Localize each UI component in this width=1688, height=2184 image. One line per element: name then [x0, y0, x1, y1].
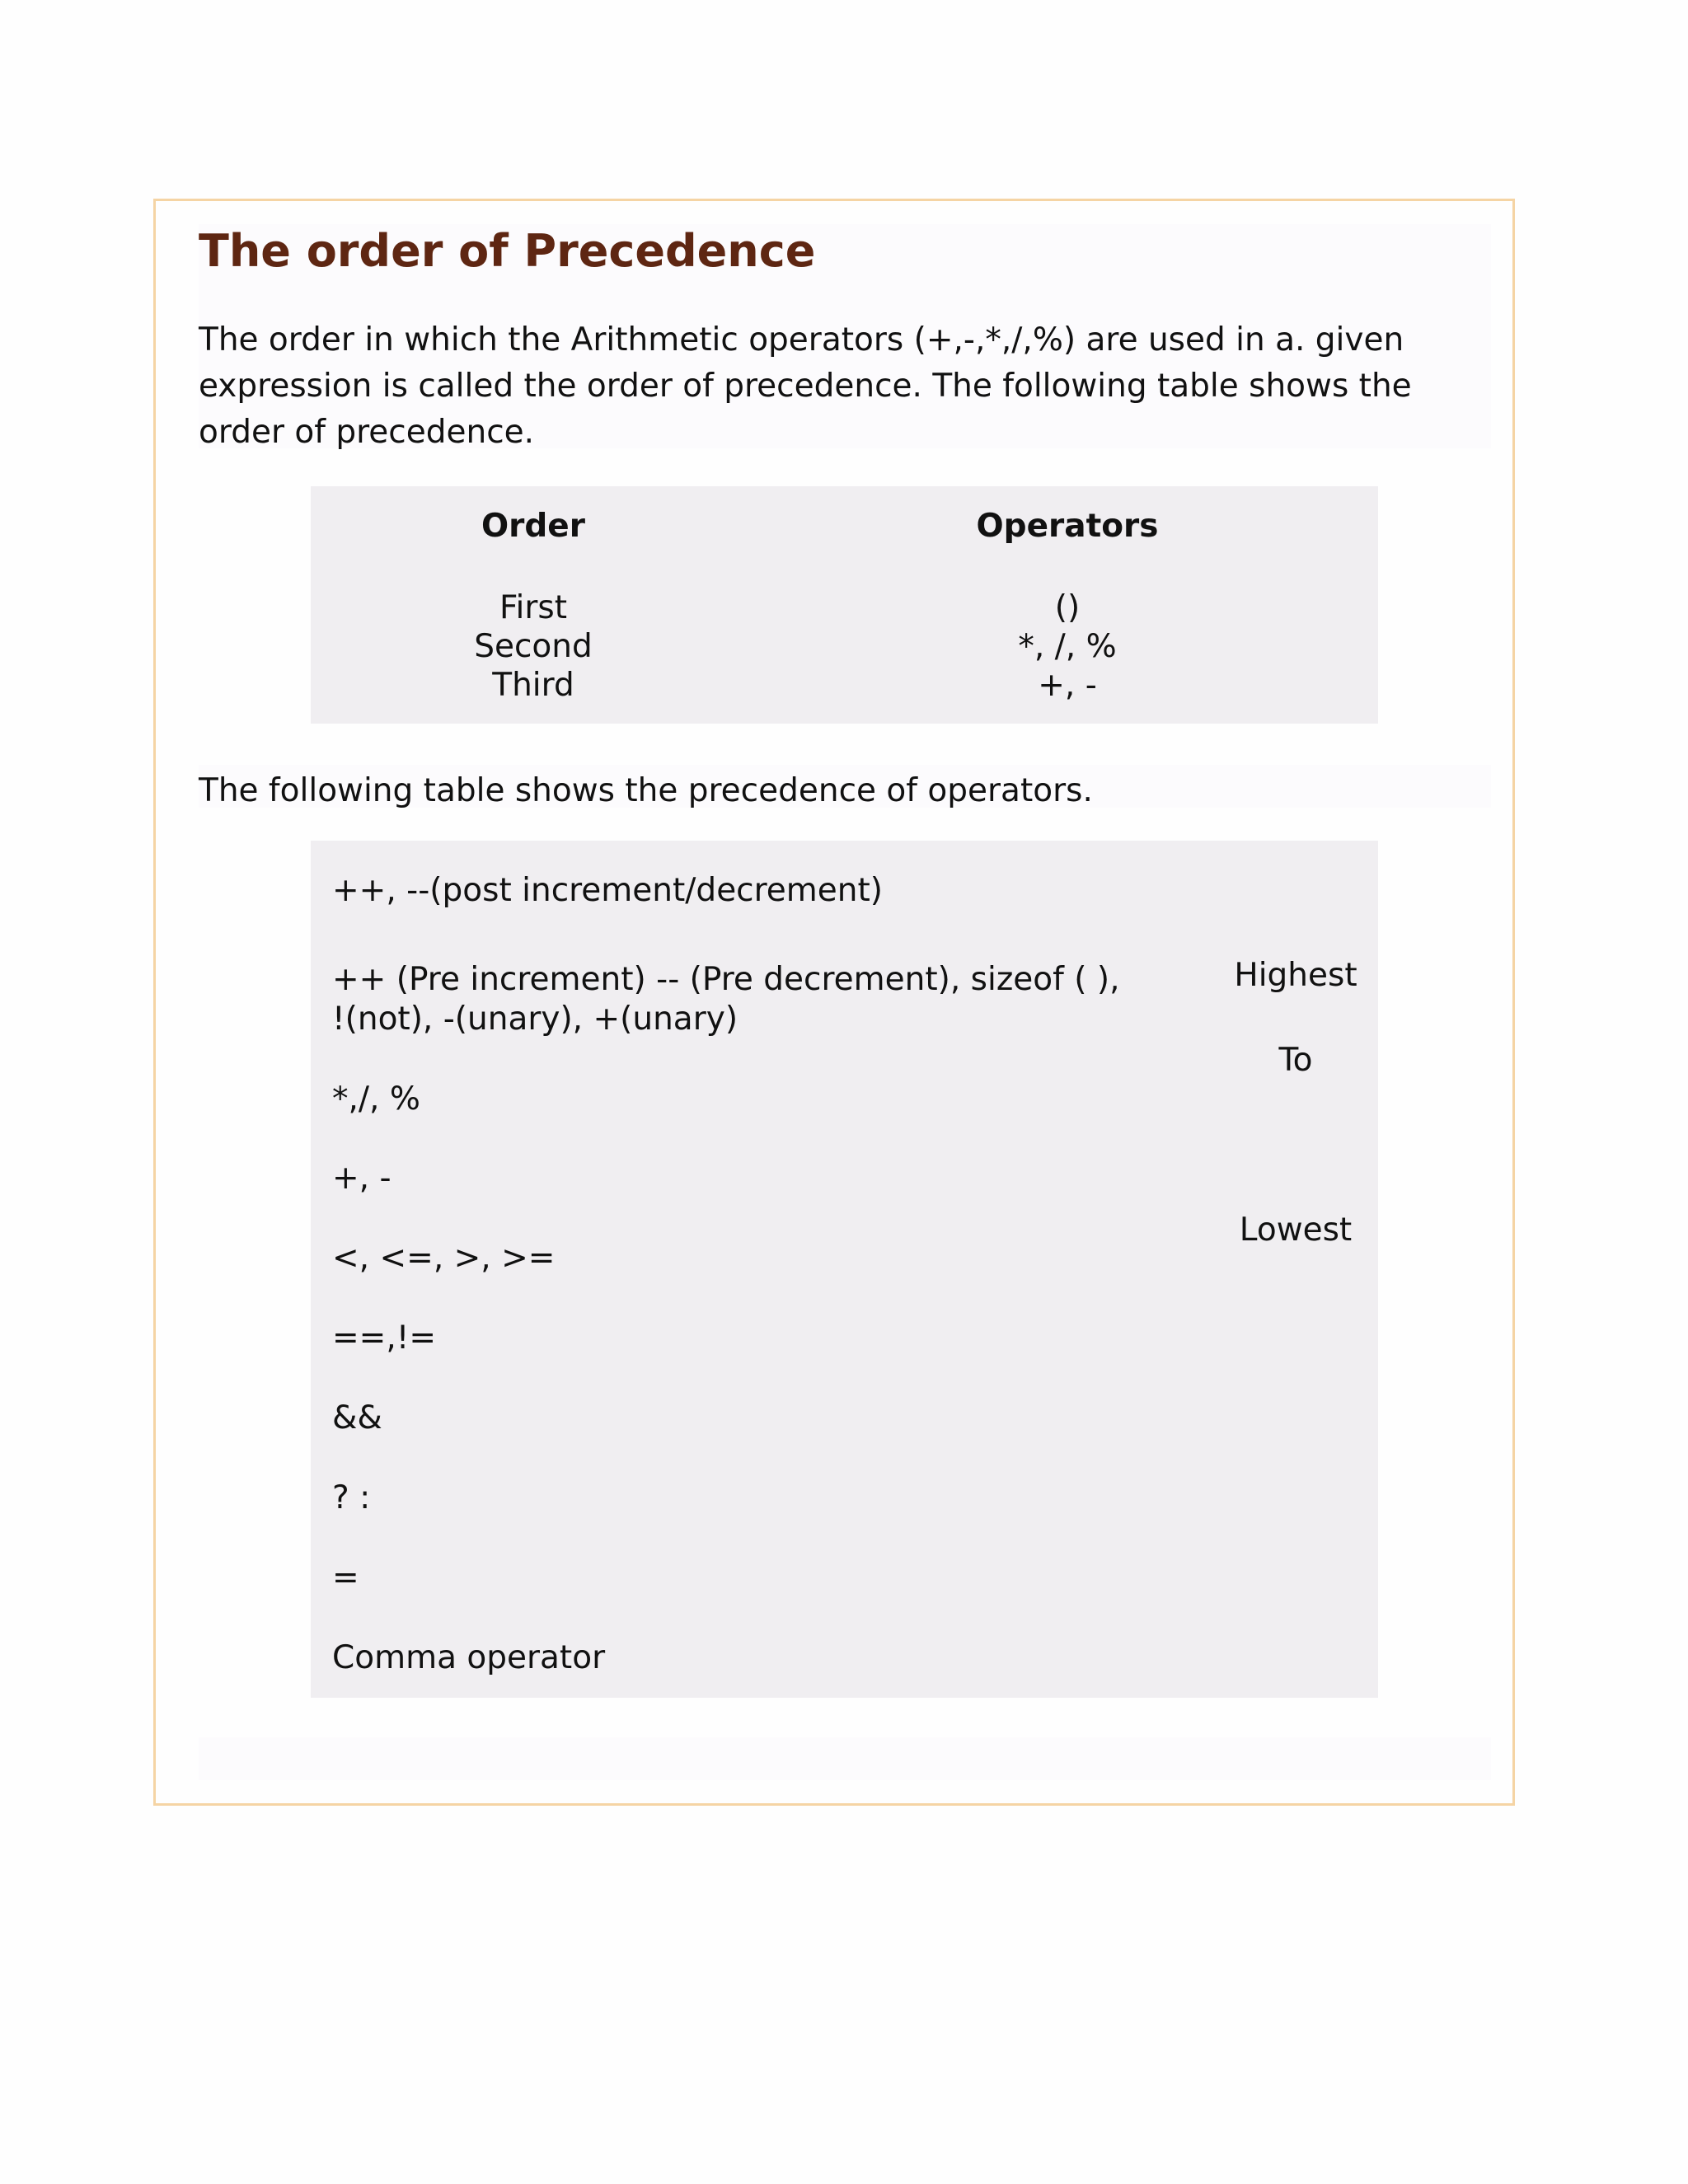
precedence-item: ? : [332, 1479, 371, 1516]
operators-cell: +, - [1038, 667, 1097, 704]
order-cell: Third [492, 667, 574, 704]
precedence-item: Comma operator [332, 1639, 606, 1676]
precedence-item: ++, --(post increment/decrement) [332, 872, 884, 909]
scale-lowest: Lowest [1239, 1212, 1353, 1249]
precedence-item: +, - [332, 1160, 392, 1197]
order-cell: First [499, 589, 568, 626]
scale-to: To [1278, 1042, 1313, 1079]
scale-highest: Highest [1234, 957, 1357, 994]
precedence-item: !(not), -(unary), +(unary) [332, 1001, 738, 1038]
footer-band [199, 1737, 1491, 1780]
operators-cell: () [1054, 589, 1081, 626]
precedence-item: && [332, 1399, 382, 1436]
second-intro-paragraph: The following table shows the precedence of operators. [199, 772, 1093, 809]
order-header: Order [481, 508, 585, 545]
precedence-item: ==,!= [332, 1319, 437, 1357]
precedence-item: ++ (Pre increment) -- (Pre decrement), sizeof ( ), [332, 961, 1120, 998]
precedence-item: *,/, % [332, 1080, 420, 1118]
precedence-item: <, <=, >, >= [332, 1240, 556, 1277]
intro-paragraph: The order in which the Arithmetic operators (+,-,*,/,%) are used in a. given expression is called the order of precedence. The following table shows the order of precedence. [199, 321, 1412, 451]
operators-cell: *, /, % [1018, 628, 1117, 665]
precedence-item: = [332, 1559, 359, 1596]
page-title: The order of Precedence [199, 225, 816, 277]
operators-header: Operators [976, 508, 1159, 545]
order-cell: Second [474, 628, 593, 665]
